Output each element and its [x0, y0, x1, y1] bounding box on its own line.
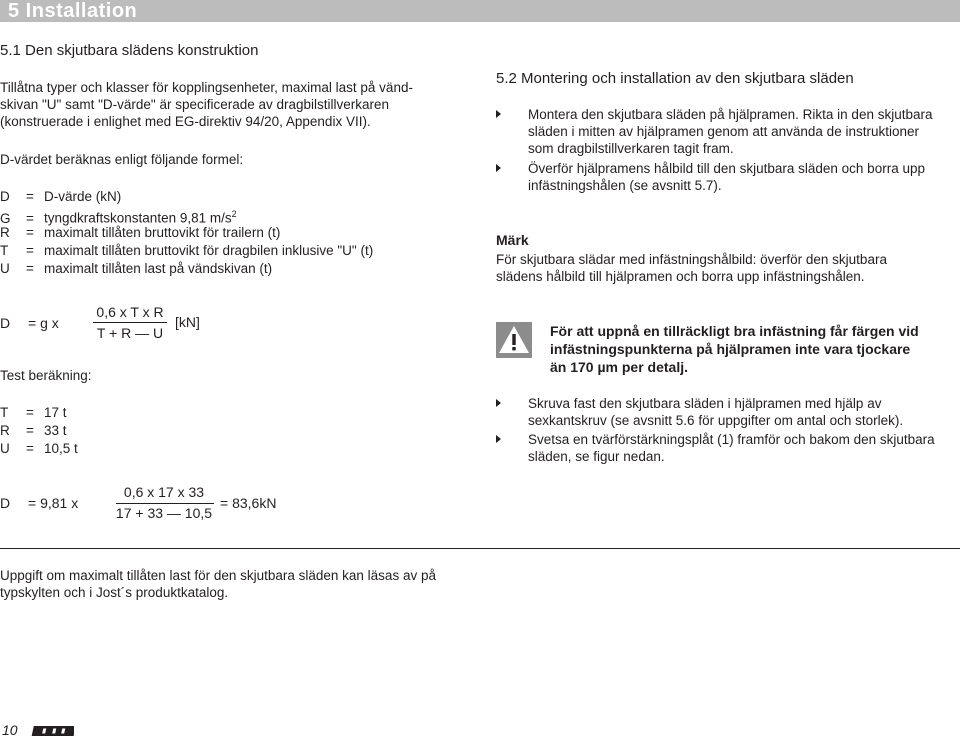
definition-eq: =	[26, 243, 34, 258]
bullet-line: som dragbilstillverkaren tagit fram.	[528, 141, 734, 156]
definition-key: U	[0, 261, 10, 276]
header-bar	[0, 0, 960, 22]
d-value-formula	[0, 300, 300, 350]
definition-text: maximalt tillåten bruttovikt för dragbilen inklusive "U" (t)	[44, 243, 374, 258]
instruction-bullet	[496, 395, 960, 429]
test-value-row	[0, 422, 67, 439]
formula-numerator: 0,6 x T x R	[96, 304, 164, 320]
test-eq: =	[26, 423, 34, 438]
test-eq: =	[26, 441, 34, 456]
jost-logo	[30, 724, 74, 736]
instruction-bullet	[496, 160, 960, 194]
calc-result: = 83,6kN	[220, 495, 277, 511]
test-key: R	[0, 423, 10, 438]
definition-list	[0, 188, 470, 288]
bullet-line: infästningshålen (se avsnitt 5.7).	[528, 178, 722, 193]
triangle-bullet-icon	[496, 399, 501, 407]
definition-text: maximalt tillåten bruttovikt för trailern (t)	[44, 225, 281, 240]
definition-key: G	[0, 210, 11, 226]
bullet-line: släden i mitten av hjälpramen genom att använda de instruktioner	[528, 124, 919, 139]
intro-line-1: Tillåtna typer och klasser för kopplingsenheter, maximal last på vänd-	[0, 80, 413, 95]
formula-intro: D-värdet beräknas enligt följande formel:	[0, 152, 244, 167]
test-value-row	[0, 440, 78, 457]
calc-denominator: 17 + 33 — 10,5	[115, 505, 213, 521]
fraction-line	[93, 322, 167, 323]
test-eq: =	[26, 405, 34, 420]
formula-lhs: D	[0, 315, 11, 331]
definition-text: tyngdkraftskonstanten 9,81 m/s	[44, 210, 232, 226]
warning-icon	[496, 322, 532, 358]
test-key: T	[0, 405, 9, 420]
bullet-line: Svetsa en tvärförstärkningsplåt (1) framför och bakom den skjutbara	[528, 432, 935, 447]
section-title-5-2: 5.2 Montering och installation av den skjutbara släden	[496, 70, 854, 87]
separator-line	[0, 548, 960, 549]
test-key: U	[0, 441, 10, 456]
definition-row	[0, 224, 280, 241]
warning-line-3: än 170 µm per detalj.	[550, 359, 689, 375]
calc-numerator: 0,6 x 17 x 33	[123, 484, 205, 500]
triangle-bullet-icon	[496, 435, 501, 443]
bullet-line: Skruva fast den skjutbara släden i hjälpramen med hjälp av	[528, 396, 882, 411]
note-title: Märk	[496, 232, 529, 248]
formula-denominator: T + R — U	[96, 325, 164, 341]
bullet-line: Montera den skjutbara släden på hjälpramen. Rikta in den skjutbara	[528, 107, 933, 122]
chapter-title: 5 Installation	[8, 0, 138, 22]
note-line-2: slädens hålbild till hjälpramen och borra upp infästningshålen.	[496, 269, 865, 284]
triangle-bullet-icon	[496, 164, 501, 172]
triangle-bullet-icon	[496, 110, 501, 118]
test-value-row	[0, 404, 67, 421]
definition-text: D-värde (kN)	[44, 189, 122, 204]
calc-eq-g: = 9,81 x	[28, 495, 79, 511]
definition-row	[0, 260, 272, 277]
definition-text: maximalt tillåten last på vändskivan (t)	[44, 261, 273, 276]
formula-unit: [kN]	[175, 314, 200, 330]
definition-row	[0, 242, 373, 259]
warning-line-2: infästningspunkterna på hjälpramen inte vara tjockare	[550, 341, 911, 357]
definition-eq: =	[26, 225, 34, 240]
definition-eq: =	[26, 189, 34, 204]
note-line-1: För skjutbara slädar med infästningshålbild: överför den skjutbara	[496, 252, 887, 267]
bullet-line: släden, se figur nedan.	[528, 449, 665, 464]
section-title-5-1: 5.1 Den skjutbara slädens konstruktion	[0, 42, 259, 59]
instruction-bullet	[496, 106, 960, 157]
definition-key: R	[0, 225, 10, 240]
definition-eq: =	[26, 210, 34, 226]
test-text: 17 t	[44, 405, 67, 420]
footer-note-line-1: Uppgift om maximalt tillåten last för den skjutbara släden kan läsas av på	[0, 568, 436, 583]
test-values	[0, 404, 200, 460]
instruction-bullet	[496, 431, 960, 465]
fraction-line	[116, 503, 214, 504]
test-calculation	[0, 482, 320, 532]
test-text: 33 t	[44, 423, 67, 438]
calc-lhs: D	[0, 495, 11, 511]
page-number: 10	[2, 722, 18, 738]
bullet-line: Överför hjälpramens hålbild till den skjutbara släden och borra upp	[528, 161, 925, 176]
definition-row	[0, 188, 121, 205]
definition-eq: =	[26, 261, 34, 276]
test-calc-label: Test beräkning:	[0, 368, 92, 383]
bullet-line: sexkantskruv (se avsnitt 5.6 för uppgifter om antal och storlek).	[528, 413, 904, 428]
intro-line-3: (konstruerade i enlighet med EG-direktiv 94/20, Appendix VII).	[0, 114, 371, 129]
footer-note-line-2: typskylten och i Jost´s produktkatalog.	[0, 585, 229, 600]
formula-eq-g: = g x	[28, 315, 59, 331]
intro-line-2: skivan "U" samt "D-värde" är specificerade av dragbilstillverkaren	[0, 97, 390, 112]
definition-key: D	[0, 189, 10, 204]
warning-line-1: För att uppnå en tillräckligt bra infästning får färgen vid	[550, 323, 919, 339]
superscript: 2	[231, 209, 237, 219]
definition-key: T	[0, 243, 9, 258]
test-text: 10,5 t	[44, 441, 78, 456]
